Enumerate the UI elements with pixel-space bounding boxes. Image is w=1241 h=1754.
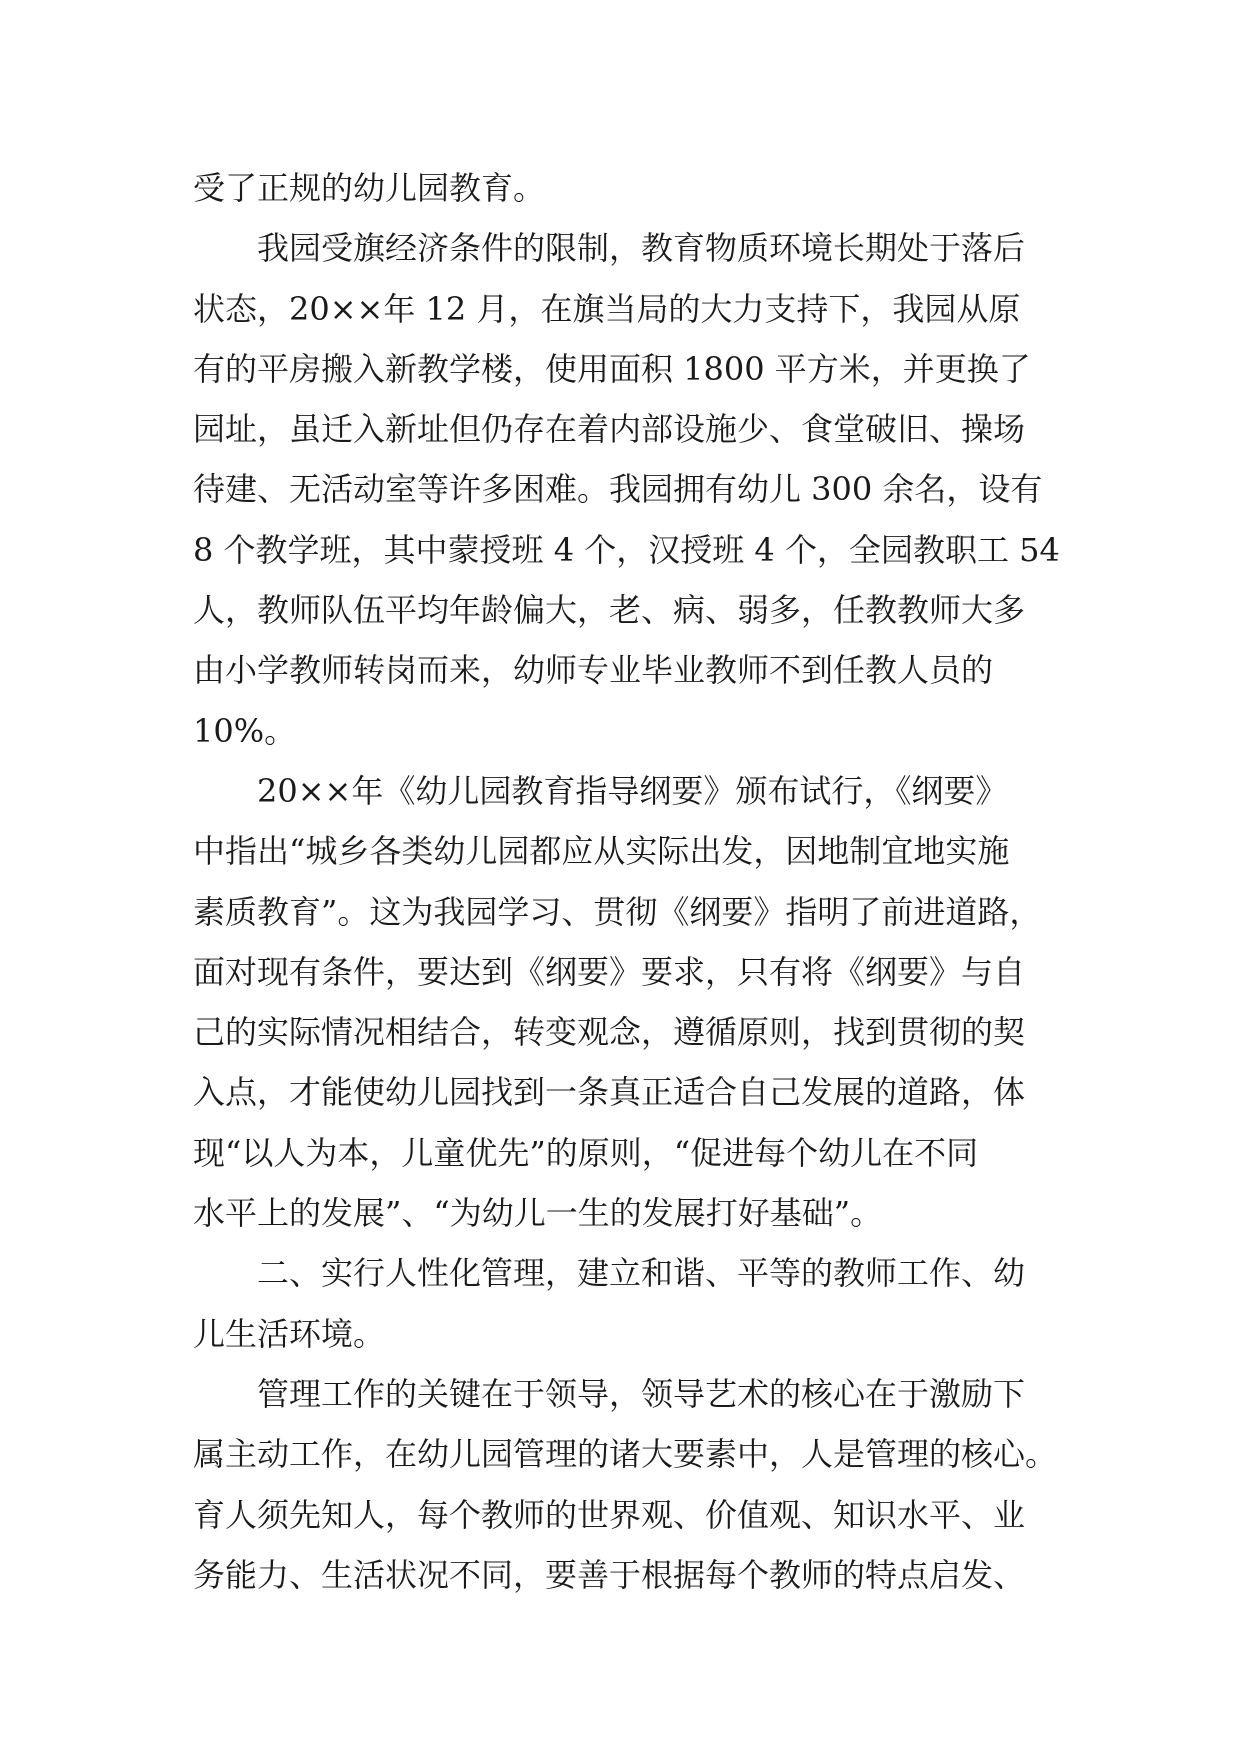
- text-line: 务能力、生活状况不同，要善于根据每个教师的特点启发、: [193, 1555, 1026, 1594]
- text-line: 由小学教师转岗而来，幼师专业毕业教师不到任教人员的: [193, 651, 994, 690]
- text-line: 水平上的发展”、“为幼儿一生的发展打好基础”。: [193, 1194, 883, 1233]
- text-line: 有的平房搬入新教学楼，使用面积 1800 平方米，并更换了: [193, 349, 1031, 388]
- text-line: 中指出“城乡各类幼儿园都应从实际出发，因地制宜地实施: [193, 832, 1010, 871]
- section-heading-line: 儿生活环境。: [193, 1314, 386, 1353]
- text-line: 属主动工作，在幼儿园管理的诸大要素中，人是管理的核心。: [193, 1435, 1058, 1474]
- text-line: 己的实际情况相结合，转变观念，遵循原则，找到贯彻的契: [193, 1013, 1026, 1052]
- body-text: [193, 158, 1073, 1605]
- text-line: 面对现有条件，要达到《纲要》要求，只有将《纲要》与自: [193, 952, 1026, 991]
- text-line: 20××年《幼儿园教育指导纲要》颁布试行，《纲要》: [257, 771, 1008, 810]
- text-line: 现“以人为本，儿童优先”的原则，“促进每个幼儿在不同: [193, 1133, 979, 1172]
- text-line: 状态，20××年 12 月，在旗当局的大力支持下，我园从原: [193, 289, 1021, 328]
- text-line: 管理工作的关键在于领导，领导艺术的核心在于激励下: [257, 1374, 1026, 1413]
- text-line: 园址，虽迁入新址但仍存在着内部设施少、食堂破旧、操场: [193, 410, 1026, 449]
- text-line: 待建、无活动室等许多困难。我园拥有幼儿 300 余名，设有: [193, 470, 1043, 509]
- text-line: 我园受旗经济条件的限制，教育物质环境长期处于落后: [257, 229, 1026, 268]
- text-line: 育人须先知人，每个教师的世界观、价值观、知识水平、业: [193, 1495, 1026, 1534]
- text-line: 受了正规的幼儿园教育。: [193, 169, 546, 207]
- text-line: 10%。: [193, 711, 297, 750]
- text-line: 素质教育”。这为我园学习、贯彻《纲要》指明了前进道路，: [193, 892, 1042, 931]
- text-line: 人，教师队伍平均年龄偏大，老、病、弱多，任教教师大多: [193, 591, 1026, 630]
- text-line: 8 个教学班，其中蒙授班 4 个，汉授班 4 个，全园教职工 54: [193, 530, 1060, 569]
- section-heading-line: 二、实行人性化管理，建立和谐、平等的教师工作、幼: [257, 1254, 1026, 1293]
- text-line: 入点，才能使幼儿园找到一条真正适合自己发展的道路，体: [193, 1073, 1026, 1112]
